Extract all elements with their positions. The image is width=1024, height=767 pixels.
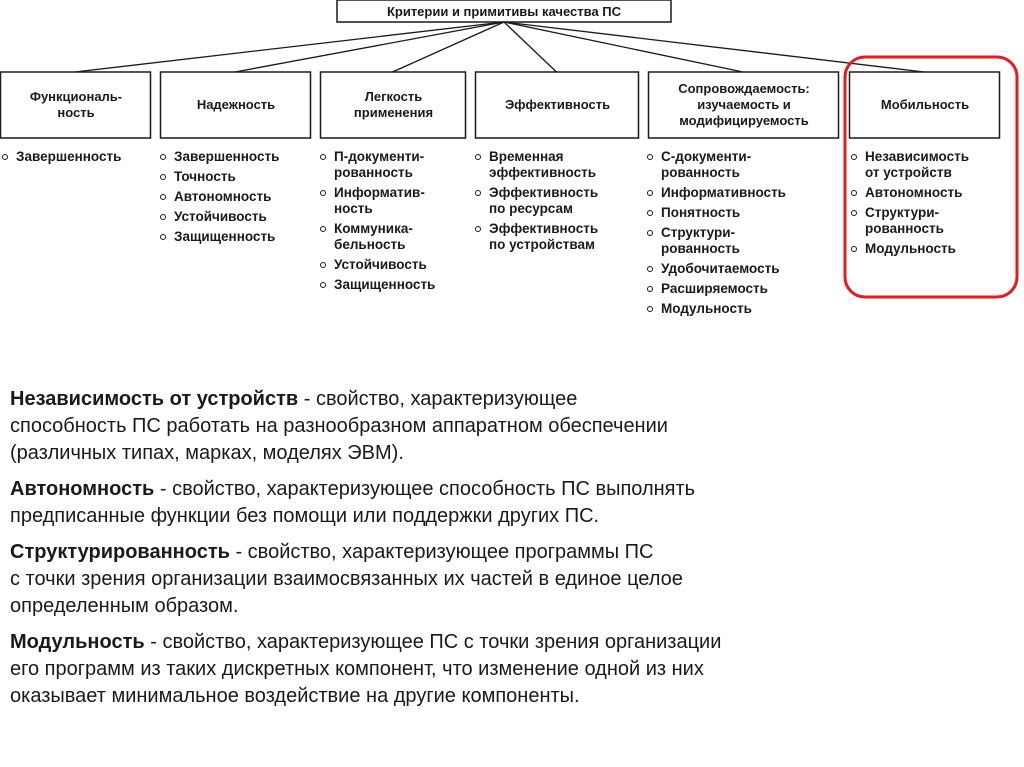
primitive-label: Завершенность [174,149,280,164]
bullet-circle-icon [851,210,857,216]
bullet-circle-icon [851,190,857,196]
criterion-label: Мобильность [880,97,970,112]
primitive-item [160,149,279,165]
criterion-label: Функциональ- ность [29,89,123,120]
connector-line [504,22,924,72]
primitive-label: Защищенность [174,229,276,244]
criterion-label: Эффективность [504,97,611,112]
criterion-label: Легкость применения [353,89,434,120]
primitive-label: Коммуника- бельность [334,221,413,252]
bullet-circle-icon [160,154,166,160]
definition-text: - свойство, характеризующее способность ПС работать на разнообразном аппаратном обеспечении (различных типах, марках, моделях ЭВМ). [10,388,668,464]
primitive-label: Устойчивость [174,209,267,224]
primitive-label: Точность [174,169,236,184]
primitive-label: Модульность [661,301,752,316]
primitive-label: Расширяемость [661,281,768,296]
primitive-label: Понятность [661,205,741,220]
primitive-item [851,241,969,257]
bullet-circle-icon [320,262,326,268]
connector-line [235,22,504,72]
connector-line [504,22,557,72]
bullet-circle-icon [160,214,166,220]
primitive-item [647,149,786,181]
primitive-label: Эффективность по устройствам [489,221,599,252]
primitive-item [475,149,598,181]
primitive-list [647,149,786,321]
bullet-circle-icon [475,226,481,232]
definition-term: Автономность [10,478,155,500]
definition-paragraph [10,629,1010,710]
primitive-label: Автономность [865,185,963,200]
primitive-item [320,221,435,253]
bullet-circle-icon [160,194,166,200]
primitive-item [647,205,786,221]
connector-line [75,22,504,72]
primitive-item [320,185,435,217]
primitive-list [475,149,598,257]
definition-text: - свойство, характеризующее способность ПС выполнять предписанные функции без помощи или поддержки других ПС. [10,478,696,527]
primitive-item [851,205,969,237]
primitive-label: Модульность [865,241,956,256]
primitive-item [320,149,435,181]
definitions-section [10,386,1010,719]
bullet-circle-icon [160,234,166,240]
bullet-circle-icon [647,266,653,272]
definition-text: - свойство, характеризующее программы ПС с точки зрения организации взаимосвязанных их частей в единое целое определенным образом. [10,541,683,617]
primitive-item [647,261,786,277]
primitive-item [160,189,279,205]
primitive-item [160,169,279,185]
primitive-label: Структури- рованность [865,205,944,236]
bullet-circle-icon [647,306,653,312]
primitive-item [647,281,786,297]
root-label: Критерии и примитивы качества ПС [386,3,622,19]
bullet-circle-icon [851,246,857,252]
primitive-label: С-документи- рованность [661,149,752,180]
bullet-circle-icon [320,226,326,232]
bullet-circle-icon [647,230,653,236]
primitive-item [320,257,435,273]
definition-paragraph [10,476,1010,530]
primitive-item [475,185,598,217]
primitive-item [851,185,969,201]
primitive-label: Завершенность [16,149,122,164]
primitive-label: Временная эффективность [489,149,597,180]
primitive-item [647,185,786,201]
bullet-circle-icon [475,154,481,160]
bullet-circle-icon [647,210,653,216]
quality-criteria-diagram [0,0,1024,380]
primitive-item [475,221,598,253]
bullet-circle-icon [647,190,653,196]
connector-line [393,22,505,72]
connector-line [504,22,743,72]
primitive-label: Структури- рованность [661,225,740,256]
primitive-label: Информативность [661,185,786,200]
primitive-label: П-документи- рованность [334,149,425,180]
definition-text: - свойство, характеризующее ПС с точки зрения организации его программ из таких дискретных компонент, что изменение одной из них оказывает минимальное воздействие на другие компоненты. [10,631,722,707]
primitive-label: Независимость от устройств [865,149,969,180]
primitive-label: Защищенность [334,277,436,292]
criterion-label: Надежность [196,97,276,112]
bullet-circle-icon [160,174,166,180]
primitive-label: Удобочитаемость [661,261,780,276]
definition-term: Модульность [10,631,145,653]
bullet-circle-icon [320,282,326,288]
primitive-item [647,225,786,257]
definition-term: Независимость от устройств [10,388,299,410]
primitive-item [2,149,121,165]
primitive-list [160,149,279,249]
bullet-circle-icon [320,190,326,196]
primitive-label: Эффективность по ресурсам [489,185,599,216]
bullet-circle-icon [647,154,653,160]
bullet-circle-icon [647,286,653,292]
definition-paragraph [10,386,1010,467]
definition-term: Структурированность [10,541,230,563]
primitive-item [647,301,786,317]
bullet-circle-icon [320,154,326,160]
bullet-circle-icon [2,154,8,160]
primitive-label: Устойчивость [334,257,427,272]
primitive-list [2,149,121,169]
primitive-label: Автономность [174,189,272,204]
primitive-item [851,149,969,181]
definition-paragraph [10,539,1010,620]
primitive-list [851,149,969,261]
bullet-circle-icon [475,190,481,196]
primitive-item [320,277,435,293]
primitive-list [320,149,435,297]
primitive-label: Информатив- ность [334,185,425,216]
primitive-item [160,229,279,245]
bullet-circle-icon [851,154,857,160]
primitive-item [160,209,279,225]
criterion-label: Сопровождаемость: изучаемость и модифицируемость [678,81,810,128]
